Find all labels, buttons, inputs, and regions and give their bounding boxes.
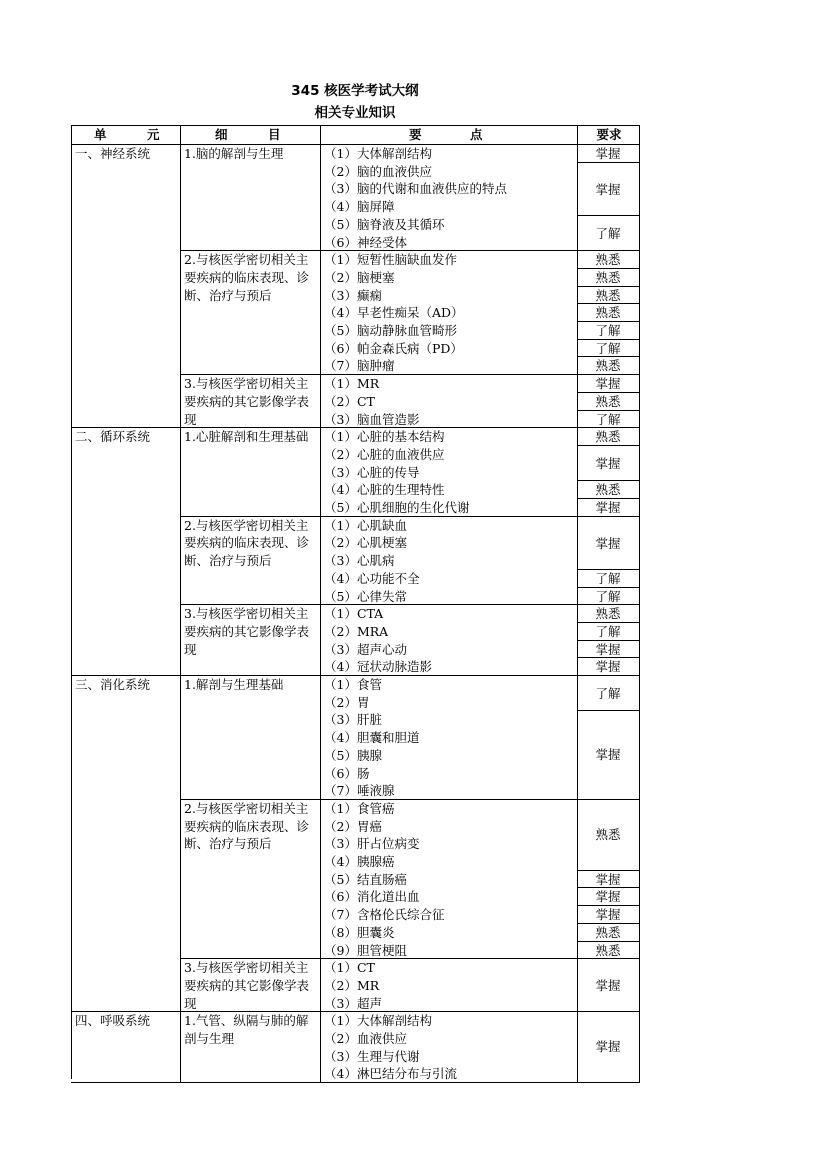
point-text: （5）脑动静脉血管畸形	[324, 323, 457, 338]
point-text: （5）结直肠癌	[324, 871, 407, 887]
table-right-border	[639, 125, 640, 1083]
detail-text: 2.与核医学密切相关主要疾病的临床表现、诊断、治疗与预后	[184, 252, 310, 303]
requirement-value: 掌握	[595, 455, 621, 471]
table-top-border	[71, 125, 640, 126]
header-points-char-1: 要	[409, 127, 422, 142]
requirement-value: 熟悉	[595, 429, 621, 445]
requirement-value: 熟悉	[595, 252, 621, 268]
requirement-value: 掌握	[595, 146, 621, 161]
point-text: （1）食管	[324, 677, 382, 692]
point-text: （1）CT	[324, 960, 375, 976]
point-text: （4）淋巴结分布与引流	[324, 1066, 457, 1082]
point-text: （7）含格伦氏综合征	[324, 907, 445, 923]
detail-text: 3.与核医学密切相关主要疾病的其它影像学表现	[184, 606, 310, 657]
point-text: （7）脑肿瘤	[324, 358, 395, 374]
header-unit-char-2: 元	[147, 127, 160, 142]
point-text: （6）肠	[324, 765, 370, 781]
point-text: （3）肝脏	[324, 712, 382, 728]
point-text: （2）脑的血液供应	[324, 163, 432, 179]
requirement-value: 了解	[595, 411, 621, 427]
detail-text: 1.解剖与生理基础	[184, 677, 284, 692]
point-text: （4）心功能不全	[324, 570, 420, 586]
header-detail-char-1: 细	[215, 127, 228, 142]
point-text: （5）胰腺	[324, 747, 382, 763]
point-text: （2）CT	[324, 393, 375, 409]
point-text: （4）胆囊和胆道	[324, 730, 420, 746]
point-text: （5）心肌细胞的生化代谢	[324, 500, 470, 515]
group-divider	[180, 1082, 639, 1083]
point-text: （9）胆管梗阻	[324, 942, 407, 958]
detail-text: 3.与核医学密切相关主要疾病的其它影像学表现	[184, 960, 310, 1011]
requirement-value: 了解	[595, 570, 621, 586]
point-text: （2）胃	[324, 694, 370, 710]
unit-divider	[71, 1082, 180, 1083]
point-text: （1）短暂性脑缺血发作	[324, 252, 457, 268]
requirement-value: 了解	[595, 686, 621, 701]
detail-text: 2.与核医学密切相关主要疾病的临床表现、诊断、治疗与预后	[184, 800, 310, 852]
col-divider-req	[577, 125, 578, 1083]
point-text: （2）心肌梗塞	[324, 535, 407, 551]
point-text: （4）脑屏障	[324, 199, 395, 215]
point-text: （1）大体解剖结构	[324, 1013, 432, 1029]
point-text: （3）肝占位病变	[324, 836, 420, 852]
point-text: （6）神经受体	[324, 234, 407, 250]
requirement-value: 熟悉	[595, 826, 621, 842]
point-text: （2）胃癌	[324, 818, 382, 834]
requirement-value: 熟悉	[595, 358, 621, 374]
requirement-value: 掌握	[595, 907, 621, 923]
requirement-value: 熟悉	[595, 482, 621, 498]
detail-text: 2.与核医学密切相关主要疾病的临床表现、诊断、治疗与预后	[184, 517, 310, 569]
requirement-value: 掌握	[595, 535, 621, 551]
document-subtitle: 相关专业知识	[314, 105, 396, 121]
requirement-value: 掌握	[595, 641, 621, 657]
requirement-value: 了解	[595, 225, 621, 241]
point-text: （6）帕金森氏病（PD）	[324, 340, 463, 356]
point-text: （1）心肌缺血	[324, 517, 407, 533]
header-requirement: 要求	[596, 127, 622, 142]
point-text: （2）脑梗塞	[324, 269, 395, 285]
point-text: （5）心律失常	[324, 588, 407, 604]
point-text: （2）MRA	[324, 623, 389, 639]
requirement-value: 了解	[595, 623, 621, 639]
unit-name: 一、神经系统	[75, 146, 151, 161]
point-text: （3）心脏的传导	[324, 464, 420, 480]
detail-text: 1.气管、纵隔与肺的解剖与生理	[184, 1013, 309, 1046]
point-text: （1）心脏的基本结构	[324, 429, 445, 445]
requirement-value: 熟悉	[595, 269, 621, 285]
document-title: 345 核医学考试大纲	[291, 83, 419, 99]
requirement-value: 熟悉	[595, 924, 621, 940]
requirement-value: 掌握	[595, 871, 621, 887]
point-text: （3）超声	[324, 995, 382, 1011]
detail-text: 1.心脏解剖和生理基础	[184, 429, 309, 445]
requirement-value: 掌握	[595, 181, 621, 197]
point-text: （1）CTA	[324, 606, 384, 622]
point-text: （3）脑血管造影	[324, 411, 420, 427]
requirement-value: 掌握	[595, 1039, 621, 1055]
requirement-value: 熟悉	[595, 942, 621, 958]
requirement-value: 掌握	[595, 978, 621, 994]
requirement-value: 掌握	[595, 376, 621, 392]
point-text: （4）胰腺癌	[324, 854, 395, 869]
requirement-value: 熟悉	[595, 287, 621, 303]
point-text: （4）早老性痴呆（AD）	[324, 305, 464, 321]
requirement-value: 了解	[595, 323, 621, 338]
header-detail-char-2: 目	[268, 127, 281, 142]
point-text: （4）冠状动脉造影	[324, 659, 432, 675]
requirement-value: 掌握	[595, 500, 621, 515]
detail-text: 3.与核医学密切相关主要疾病的其它影像学表现	[184, 376, 310, 427]
point-text: （6）消化道出血	[324, 889, 420, 905]
table-left-border	[71, 125, 72, 1079]
requirement-value: 了解	[595, 340, 621, 356]
requirement-value: 掌握	[595, 747, 621, 763]
point-text: （2）心脏的血液供应	[324, 446, 445, 462]
point-text: （3）心肌病	[324, 553, 395, 569]
col-divider-detail	[180, 125, 181, 1083]
requirement-value: 掌握	[595, 889, 621, 905]
point-text: （3）生理与代谢	[324, 1048, 420, 1064]
point-text: （1）大体解剖结构	[324, 146, 432, 161]
point-text: （8）胆囊炎	[324, 924, 395, 940]
unit-name: 三、消化系统	[75, 677, 151, 692]
requirement-value: 了解	[595, 588, 621, 604]
col-divider-points	[320, 125, 321, 1083]
point-text: （5）脑脊液及其循环	[324, 216, 445, 232]
unit-name: 二、循环系统	[75, 429, 151, 445]
header-points-char-2: 点	[470, 127, 483, 142]
point-text: （2）血液供应	[324, 1031, 407, 1046]
point-text: （3）脑的代谢和血液供应的特点	[324, 181, 507, 197]
point-text: （4）心脏的生理特性	[324, 482, 445, 498]
point-text: （1）MR	[324, 376, 380, 392]
header-unit-char-1: 单	[94, 127, 107, 142]
point-text: （3）癫痫	[324, 287, 382, 303]
requirement-value: 掌握	[595, 659, 621, 675]
point-text: （1）食管癌	[324, 800, 395, 816]
requirement-value: 熟悉	[595, 393, 621, 409]
detail-text: 1.脑的解剖与生理	[184, 146, 284, 161]
point-text: （7）唾液腺	[324, 783, 395, 799]
unit-name: 四、呼吸系统	[75, 1013, 151, 1029]
requirement-value: 熟悉	[595, 305, 621, 321]
point-text: （2）MR	[324, 977, 380, 993]
point-text: （3）超声心动	[324, 641, 407, 657]
requirement-value: 熟悉	[595, 606, 621, 622]
